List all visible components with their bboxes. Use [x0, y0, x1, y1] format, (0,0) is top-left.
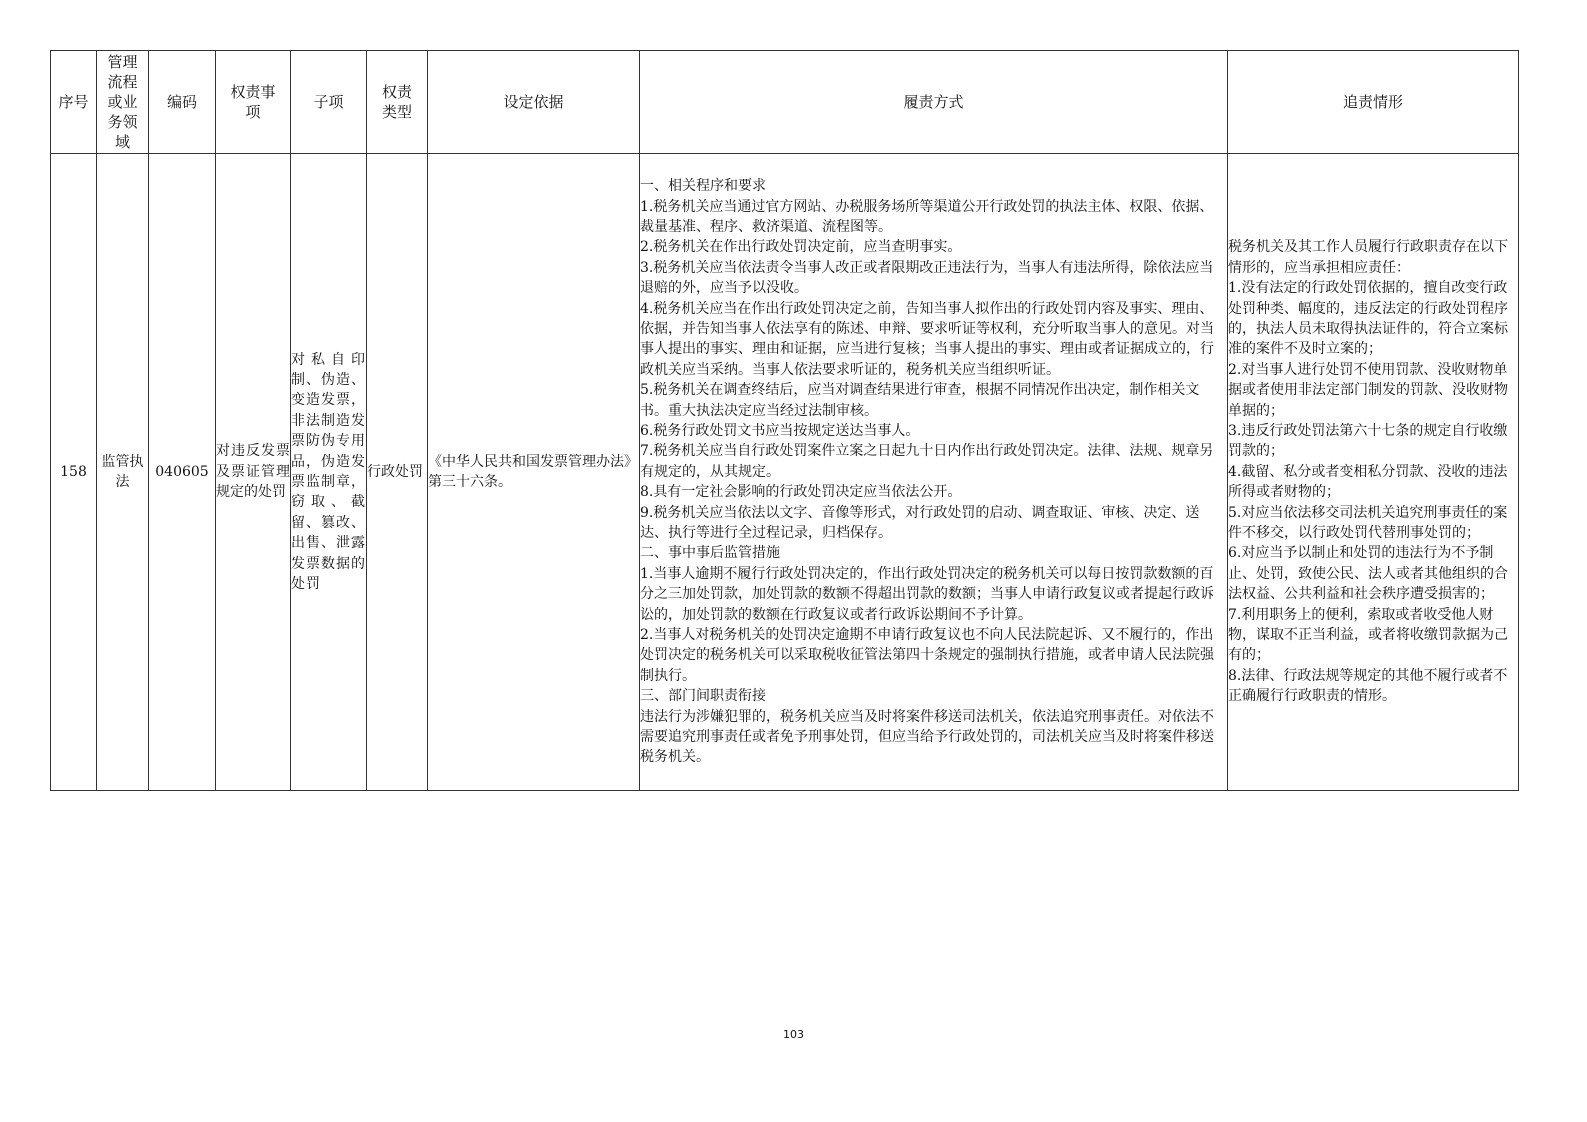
header-seq: 序号: [51, 51, 97, 154]
method-line: 4.税务机关应当在作出行政处罚决定之前，告知当事人拟作出的行政处罚内容及事实、理由、依据，并告知当事人依法享有的陈述、申辩、要求听证等权利，充分听取当事人的意见。对当事人提出的事实、理由和证据，应当进行复核；当事人提出的事实、理由或者证据成立的，行政机关应当采纳。当事人依法要求听证的，税务机关应当组织听证。: [640, 300, 1214, 378]
method-heading-2: 二、事中事后监管措施: [640, 545, 780, 562]
method-line: 2.当事人对税务机关的处罚决定逾期不申请行政复议也不向人民法院起诉、又不履行的，作出处罚决定的税务机关可以采取税收征管法第四十条规定的强制执行措施，或者申请人民法院强制执行。: [640, 627, 1214, 684]
account-intro: 税务机关及其工作人员履行行政职责存在以下情形的，应当承担相应责任：: [1228, 239, 1508, 276]
method-heading-3: 三、部门间职责衔接: [640, 688, 766, 705]
method-line: 1.税务机关应当通过官方网站、办税服务场所等渠道公开行政处罚的执法主体、权限、依据、裁量基准、程序、救济渠道、流程图等。: [640, 198, 1214, 235]
account-line: 3.违反行政处罚法第六十七条的规定自行收缴罚款的；: [1228, 422, 1508, 460]
method-line: 8.具有一定社会影响的行政处罚决定应当依法公开。: [640, 484, 962, 501]
method-line: 9.税务机关应当依法以文字、音像等形式，对行政处罚的启动、调查取证、审核、决定、送达、执行等进行全过程记录，归档保存。: [640, 504, 1200, 542]
table-header-row: [51, 51, 1519, 154]
header-basis: 设定依据: [428, 51, 640, 154]
method-line: 3.税务机关应当依法责令当事人改正或者限期改正违法行为，当事人有违法所得，除依法应当退赔的外，应当予以没收。: [640, 259, 1214, 297]
method-heading-1: 一、相关程序和要求: [640, 178, 766, 195]
method-line: 7.税务机关应当自行政处罚案件立案之日起九十日内作出行政处罚决定。法律、法规、规章另有规定的，从其规定。: [640, 443, 1214, 480]
method-line: 违法行为涉嫌犯罪的，税务机关应当及时将案件移送司法机关，依法追究刑事责任。对依法不需要追究刑事责任或者免予刑事处罚，但应当给予行政处罚的，司法机关应当及时将案件移送税务机关。: [640, 708, 1214, 766]
cell-seq: 158: [51, 154, 97, 791]
header-code: 编码: [149, 51, 216, 154]
cell-item: 对违反发票及票证管理规定的处罚: [216, 154, 291, 791]
method-line: 6.税务行政处罚文书应当按规定送达当事人。: [640, 422, 920, 439]
method-line: 2.税务机关在作出行政处罚决定前，应当查明事实。: [640, 239, 962, 256]
cell-code: 040605: [149, 154, 216, 791]
account-line: 6.对应当予以制止和处罚的违法行为不予制止、处罚，致使公民、法人或者其他组织的合法权益、公共利益和社会秩序遭受损害的；: [1228, 545, 1508, 603]
method-line: 5.税务机关在调查终结后，应当对调查结果进行审查，根据不同情况作出决定，制作相关文书。重大执法决定应当经过法制审核。: [640, 382, 1200, 419]
account-line: 4.截留、私分或者变相私分罚款、没收的违法所得或者财物的；: [1228, 463, 1508, 501]
cell-type: 行政处罚: [367, 154, 428, 791]
cell-sub: 对私自印制、伪造、变造发票，非法制造发票防伪专用品，伪造发票监制章，窃取、截留、篡改、出售、泄露发票数据的处罚: [291, 154, 367, 791]
header-method: 履责方式: [640, 51, 1228, 154]
account-line: 7.利用职务上的便利，索取或者收受他人财物，谋取不正当利益，或者将收缴罚款据为己有的；: [1228, 606, 1508, 664]
cell-area: 监管执法: [97, 154, 149, 791]
account-line: 5.对应当依法移交司法机关追究刑事责任的案件不移交，以行政处罚代替刑事处罚的；: [1228, 504, 1508, 542]
page-number: 103: [783, 1028, 804, 1041]
power-responsibility-table: [50, 50, 1519, 791]
cell-method: [640, 154, 1228, 791]
header-area: 管理流程或业务领域: [97, 51, 149, 154]
header-sub: 子项: [291, 51, 367, 154]
header-type: 权责类型: [367, 51, 428, 154]
header-item: 权责事项: [216, 51, 291, 154]
account-line: 2.对当事人进行处罚不使用罚款、没收财物单据或者使用非法定部门制发的罚款、没收财物单据的；: [1228, 361, 1508, 419]
cell-account: [1228, 154, 1519, 791]
cell-basis: 《中华人民共和国发票管理办法》第三十六条。: [428, 154, 640, 791]
method-line: 1.当事人逾期不履行行政处罚决定的，作出行政处罚决定的税务机关可以每日按罚款数额的百分之三加处罚款，加处罚款的数额不得超出罚款的数额；当事人申请行政复议或者提起行政诉讼的，加处罚款的数额在行政复议或者行政诉讼期间不予计算。: [640, 565, 1214, 623]
account-line: 1.没有法定的行政处罚依据的，擅自改变行政处罚种类、幅度的，违反法定的行政处罚程序的，执法人员未取得执法证件的，符合立案标准的案件不及时立案的；: [1228, 280, 1508, 358]
header-account: 追责情形: [1228, 51, 1519, 154]
account-line: 8.法律、行政法规等规定的其他不履行或者不正确履行行政职责的情形。: [1228, 667, 1508, 705]
table-row: [51, 154, 1519, 791]
